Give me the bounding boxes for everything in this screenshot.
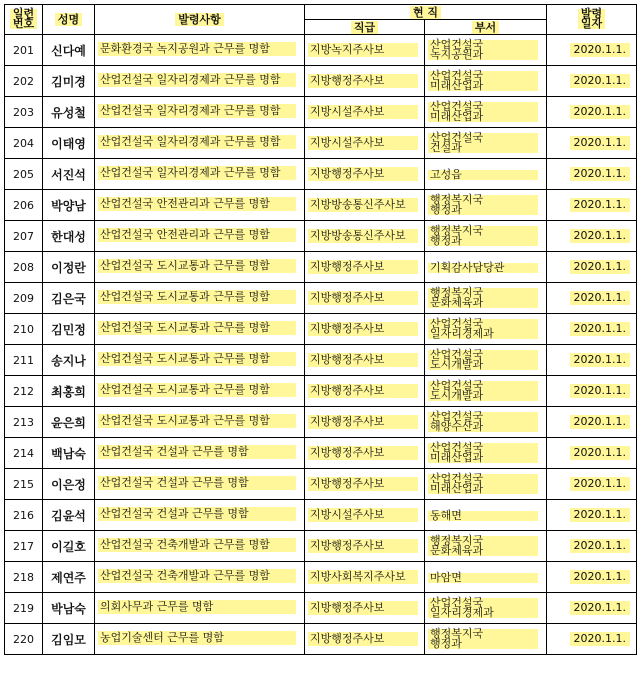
department-line-2: 행정과 xyxy=(430,636,462,650)
personnel-appointment-table xyxy=(4,4,637,655)
rank-cell: 지방행정주사보 xyxy=(305,593,425,624)
appointment-date: 2020.1.1. xyxy=(547,66,637,97)
rank-cell: 지방행정주사보 xyxy=(305,624,425,655)
department-line-2: 미래산업과 xyxy=(430,78,484,92)
table-row xyxy=(5,66,637,97)
department-line-1: 산업건설국 xyxy=(430,595,484,609)
employee-name: 박양남 xyxy=(43,190,95,221)
table-row xyxy=(5,128,637,159)
department-line-2: 도시개발과 xyxy=(430,357,484,371)
department-line-2: 해양수산과 xyxy=(430,419,484,433)
department-cell xyxy=(425,314,547,345)
employee-name: 송지나 xyxy=(43,345,95,376)
department-line-1: 산업건설국 xyxy=(430,68,484,82)
appointment-text: 산업건설국 건설과 근무를 명함 xyxy=(95,500,305,531)
appointment-text: 산업건설국 도시교통과 근무를 명함 xyxy=(95,283,305,314)
department-line-2: 건설과 xyxy=(430,140,462,154)
department-line-1: 행정복지국 xyxy=(430,533,484,547)
appointment-text: 산업건설국 안전관리과 근무를 명함 xyxy=(95,221,305,252)
header-name: 성명 xyxy=(43,5,95,35)
rank-cell: 지방행정주사보 xyxy=(305,407,425,438)
table-row xyxy=(5,221,637,252)
rank-cell: 지방행정주사보 xyxy=(305,345,425,376)
table-row xyxy=(5,345,637,376)
serial-number: 203 xyxy=(5,97,43,128)
header-appointment-date: 발령 일자 xyxy=(547,5,637,35)
department-line-1: 행정복지국 xyxy=(430,192,484,206)
header-serial-number: 일련 번호 xyxy=(5,5,43,35)
table-row xyxy=(5,35,637,66)
appointment-text: 산업건설국 일자리경제과 근무를 명함 xyxy=(95,159,305,190)
rank-cell: 지방행정주사보 xyxy=(305,376,425,407)
table-row xyxy=(5,314,637,345)
table-body xyxy=(5,35,637,655)
department-cell xyxy=(425,345,547,376)
department-line-1: 산업건설국 xyxy=(430,378,484,392)
department-line-1: 고성읍 xyxy=(430,167,462,181)
appointment-date: 2020.1.1. xyxy=(547,128,637,159)
appointment-text: 산업건설국 일자리경제과 근무를 명함 xyxy=(95,128,305,159)
department-cell xyxy=(425,624,547,655)
department-line-1: 행정복지국 xyxy=(430,285,484,299)
header-current-position: 현 직 xyxy=(305,5,547,20)
employee-name: 서진석 xyxy=(43,159,95,190)
serial-number: 217 xyxy=(5,531,43,562)
employee-name: 백남숙 xyxy=(43,438,95,469)
appointment-text: 산업건설국 도시교통과 근무를 명함 xyxy=(95,407,305,438)
department-line-1: 산업건설국 xyxy=(430,409,484,423)
department-cell xyxy=(425,438,547,469)
rank-cell: 지방시설주사보 xyxy=(305,128,425,159)
department-cell xyxy=(425,190,547,221)
department-line-1: 행정복지국 xyxy=(430,223,484,237)
employee-name: 한대성 xyxy=(43,221,95,252)
appointment-text: 의회사무과 근무를 명함 xyxy=(95,593,305,624)
serial-number: 219 xyxy=(5,593,43,624)
department-line-1: 행정복지국 xyxy=(430,626,484,640)
rank-cell: 지방행정주사보 xyxy=(305,66,425,97)
employee-name: 신다예 xyxy=(43,35,95,66)
rank-cell: 지방행정주사보 xyxy=(305,252,425,283)
table-row xyxy=(5,438,637,469)
employee-name: 유성철 xyxy=(43,97,95,128)
table-row xyxy=(5,407,637,438)
rank-cell: 지방행정주사보 xyxy=(305,469,425,500)
serial-number: 202 xyxy=(5,66,43,97)
department-line-1: 마암면 xyxy=(430,570,462,584)
serial-number: 207 xyxy=(5,221,43,252)
appointment-date: 2020.1.1. xyxy=(547,593,637,624)
department-cell xyxy=(425,35,547,66)
header-department: 부서 xyxy=(425,20,547,35)
employee-name: 김윤석 xyxy=(43,500,95,531)
table-row xyxy=(5,283,637,314)
department-line-1: 산업건설국 xyxy=(430,347,484,361)
appointment-text: 산업건설국 도시교통과 근무를 명함 xyxy=(95,376,305,407)
rank-cell: 지방행정주사보 xyxy=(305,283,425,314)
table-row xyxy=(5,97,637,128)
employee-name: 윤은희 xyxy=(43,407,95,438)
department-line-1: 산업건설국 xyxy=(430,316,484,330)
appointment-date: 2020.1.1. xyxy=(547,500,637,531)
header-rank: 직급 xyxy=(305,20,425,35)
department-cell xyxy=(425,221,547,252)
appointment-text: 산업건설국 건축개발과 근무를 명함 xyxy=(95,531,305,562)
employee-name: 이정란 xyxy=(43,252,95,283)
department-line-1: 산업건설국 xyxy=(430,471,484,485)
appointment-text: 산업건설국 도시교통과 근무를 명함 xyxy=(95,345,305,376)
rank-cell: 지방행정주사보 xyxy=(305,438,425,469)
appointment-text: 산업건설국 도시교통과 근무를 명함 xyxy=(95,252,305,283)
table-row xyxy=(5,252,637,283)
employee-name: 최홍희 xyxy=(43,376,95,407)
department-cell xyxy=(425,407,547,438)
table-row xyxy=(5,469,637,500)
department-cell xyxy=(425,66,547,97)
appointment-date: 2020.1.1. xyxy=(547,624,637,655)
appointment-date: 2020.1.1. xyxy=(547,407,637,438)
appointment-date: 2020.1.1. xyxy=(547,376,637,407)
serial-number: 213 xyxy=(5,407,43,438)
department-line-2: 미래산업과 xyxy=(430,450,484,464)
department-cell xyxy=(425,500,547,531)
serial-number: 218 xyxy=(5,562,43,593)
serial-number: 201 xyxy=(5,35,43,66)
appointment-text: 산업건설국 일자리경제과 근무를 명함 xyxy=(95,97,305,128)
department-line-1: 산업건설국 xyxy=(430,130,484,144)
appointment-text: 산업건설국 안전관리과 근무를 명함 xyxy=(95,190,305,221)
employee-name: 김민정 xyxy=(43,314,95,345)
serial-number: 220 xyxy=(5,624,43,655)
appointment-text: 산업건설국 도시교통과 근무를 명함 xyxy=(95,314,305,345)
department-line-2: 문화체육과 xyxy=(430,543,484,557)
appointment-text: 문화환경국 녹지공원과 근무를 명함 xyxy=(95,35,305,66)
appointment-date: 2020.1.1. xyxy=(547,190,637,221)
department-line-2: 미래산업과 xyxy=(430,109,484,123)
table-row xyxy=(5,190,637,221)
department-cell xyxy=(425,283,547,314)
serial-number: 205 xyxy=(5,159,43,190)
serial-number: 206 xyxy=(5,190,43,221)
department-line-1: 기획감사담당관 xyxy=(430,260,505,274)
department-line-1: 산업건설국 xyxy=(430,440,484,454)
rank-cell: 지방행정주사보 xyxy=(305,159,425,190)
appointment-text: 농업기술센터 근무를 명함 xyxy=(95,624,305,655)
department-cell xyxy=(425,562,547,593)
employee-name: 김은국 xyxy=(43,283,95,314)
serial-number: 215 xyxy=(5,469,43,500)
appointment-date: 2020.1.1. xyxy=(547,469,637,500)
department-line-2: 행정과 xyxy=(430,202,462,216)
department-cell xyxy=(425,469,547,500)
employee-name: 제연주 xyxy=(43,562,95,593)
rank-cell: 지방방송통신주사보 xyxy=(305,190,425,221)
department-cell xyxy=(425,97,547,128)
rank-cell: 지방시설주사보 xyxy=(305,97,425,128)
employee-name: 이은정 xyxy=(43,469,95,500)
table-row xyxy=(5,593,637,624)
rank-cell: 지방행정주사보 xyxy=(305,314,425,345)
employee-name: 이길호 xyxy=(43,531,95,562)
table-row xyxy=(5,159,637,190)
employee-name: 김임모 xyxy=(43,624,95,655)
appointment-date: 2020.1.1. xyxy=(547,252,637,283)
table-row xyxy=(5,500,637,531)
appointment-text: 산업건설국 일자리경제과 근무를 명함 xyxy=(95,66,305,97)
department-line-2: 행정과 xyxy=(430,233,462,247)
serial-number: 210 xyxy=(5,314,43,345)
department-line-2: 일자리경제과 xyxy=(430,326,494,340)
department-cell xyxy=(425,252,547,283)
table-row xyxy=(5,624,637,655)
employee-name: 김미경 xyxy=(43,66,95,97)
serial-number: 209 xyxy=(5,283,43,314)
employee-name: 박남숙 xyxy=(43,593,95,624)
table-row xyxy=(5,376,637,407)
appointment-date: 2020.1.1. xyxy=(547,283,637,314)
table-row xyxy=(5,531,637,562)
serial-number: 216 xyxy=(5,500,43,531)
serial-number: 211 xyxy=(5,345,43,376)
department-cell xyxy=(425,593,547,624)
header-appointment: 발령사항 xyxy=(95,5,305,35)
department-cell xyxy=(425,376,547,407)
table-row xyxy=(5,562,637,593)
appointment-date: 2020.1.1. xyxy=(547,35,637,66)
department-line-1: 동해면 xyxy=(430,508,462,522)
rank-cell: 지방방송통신주사보 xyxy=(305,221,425,252)
appointment-date: 2020.1.1. xyxy=(547,221,637,252)
rank-cell: 지방녹지주사보 xyxy=(305,35,425,66)
serial-number: 214 xyxy=(5,438,43,469)
serial-number: 204 xyxy=(5,128,43,159)
appointment-date: 2020.1.1. xyxy=(547,314,637,345)
rank-cell: 지방행정주사보 xyxy=(305,531,425,562)
rank-cell: 지방시설주사보 xyxy=(305,500,425,531)
appointment-date: 2020.1.1. xyxy=(547,345,637,376)
department-cell xyxy=(425,159,547,190)
department-cell xyxy=(425,128,547,159)
appointment-date: 2020.1.1. xyxy=(547,159,637,190)
appointment-text: 산업건설국 건설과 근무를 명함 xyxy=(95,438,305,469)
appointment-text: 산업건설국 건축개발과 근무를 명함 xyxy=(95,562,305,593)
employee-name: 이태영 xyxy=(43,128,95,159)
department-line-2: 일자리경제과 xyxy=(430,605,494,619)
department-line-1: 산업건설국 xyxy=(430,99,484,113)
department-line-2: 도시개발과 xyxy=(430,388,484,402)
rank-cell: 지방사회복지주사보 xyxy=(305,562,425,593)
department-line-1: 산업건설국 xyxy=(430,37,484,51)
department-line-2: 녹지공원과 xyxy=(430,47,484,61)
appointment-date: 2020.1.1. xyxy=(547,531,637,562)
serial-number: 208 xyxy=(5,252,43,283)
appointment-date: 2020.1.1. xyxy=(547,97,637,128)
appointment-date: 2020.1.1. xyxy=(547,438,637,469)
department-line-2: 미래산업과 xyxy=(430,481,484,495)
department-cell xyxy=(425,531,547,562)
serial-number: 212 xyxy=(5,376,43,407)
appointment-date: 2020.1.1. xyxy=(547,562,637,593)
department-line-2: 문화체육과 xyxy=(430,295,484,309)
appointment-text: 산업건설국 건설과 근무를 명함 xyxy=(95,469,305,500)
